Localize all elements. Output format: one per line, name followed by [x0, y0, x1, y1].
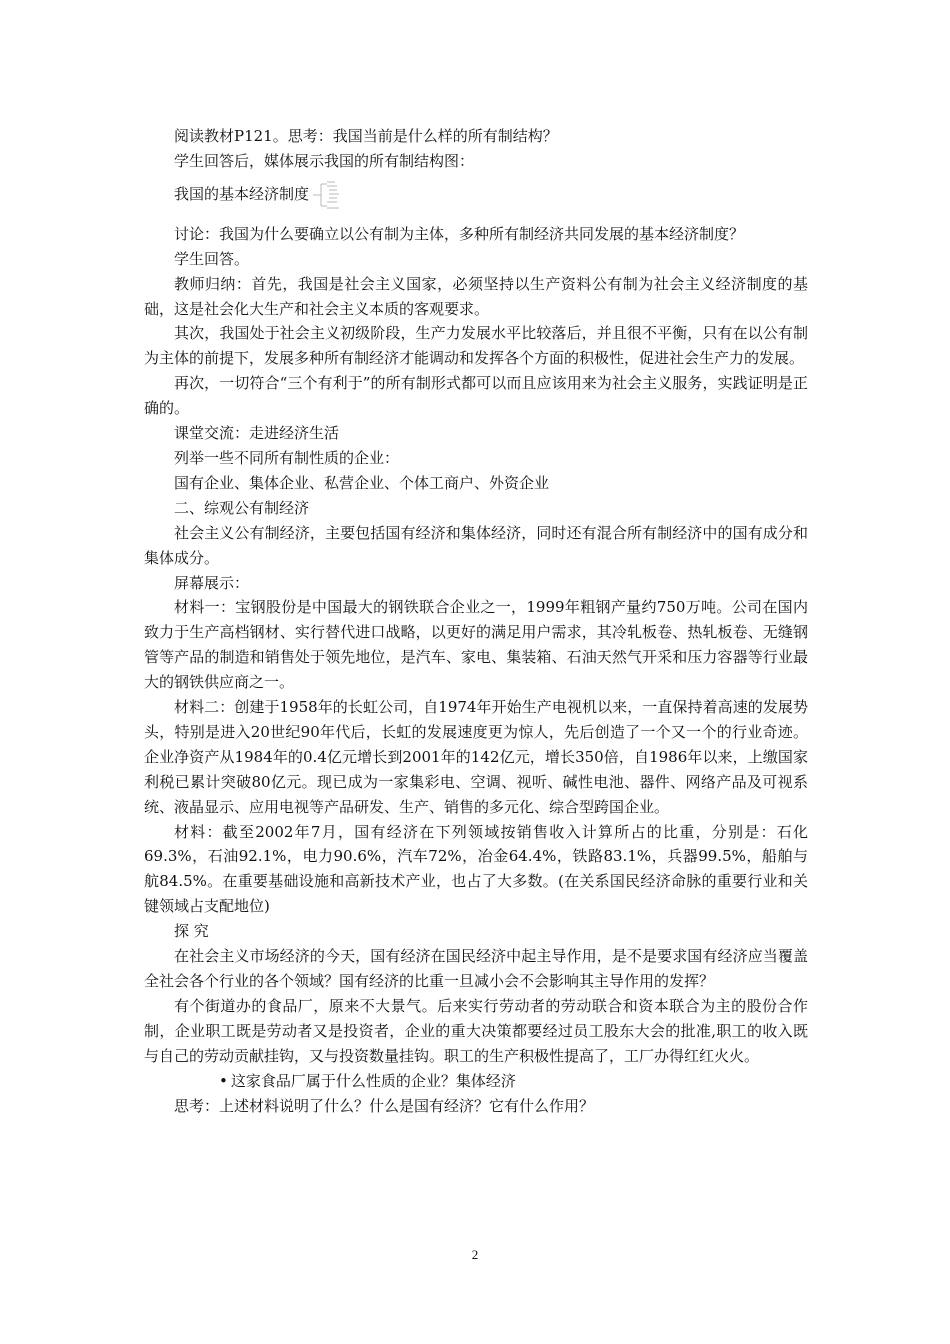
ownership-structure-diagram — [144, 180, 808, 210]
paragraph-screen-display: 屏幕展示： — [174, 573, 250, 592]
paragraph-class-exchange: 课堂交流：走进经济生活 — [174, 424, 340, 443]
paragraph-2: 学生回答后，媒体展示我国的所有制结构图： — [174, 151, 475, 170]
paragraph-thirdly: 再次，一切符合“三个有利于”的所有制形式都可以而且应该用来为社会主义服务，实践证明是正确的。 — [144, 374, 808, 418]
paragraph-final-question: 思考：上述材料说明了什么？什么是国有经济？它有什么作用？ — [174, 1096, 595, 1115]
paragraph-enterprise-types: 国有企业、集体企业、私营企业、个体工商户、外资企业 — [174, 473, 550, 492]
paragraph-secondly: 其次，我国处于社会主义初级阶段，生产力发展水平比较落后，并且很不平衡，只有在以公有制为主体的前提下，发展多种所有制经济才能调动和发挥各个方面的积极性，促进社会生产力的发展。 — [144, 324, 808, 368]
ownership-structure-mini-figure — [311, 180, 341, 210]
paragraph-discussion: 讨论：我国为什么要确立以公有制为主体，多种所有制经济共同发展的基本经济制度？ — [174, 224, 745, 243]
paragraph-explore: 探 究 — [174, 922, 209, 941]
page-body — [144, 124, 808, 1118]
paragraph-material-1: 材料一：宝钢股份是中国最大的钢铁联合企业之一，1999年粗钢产量约750万吨。公司在国内致力于生产高档钢材、实行替代进口战略，以更好的满足用户需求，其冷轧板卷、热轧板卷、无缝钢管等产品的制造和销售处于领先地位，是汽车、家电、集装箱、石油天然气开采和压力容器等行业最大的钢铁供应商之一。 — [144, 598, 808, 692]
page-number: 2 — [471, 1247, 479, 1262]
paragraph-student-answer: 学生回答。 — [174, 249, 250, 268]
diagram-label: 我国的基本经济制度 — [174, 185, 310, 204]
bullet-dot: • — [219, 1071, 228, 1090]
paragraph-material-2: 材料二：创建于1958年的长虹公司，自1974年开始生产电视机以来，一直保持着高速的发展势头，特别是进入20世纪90年代后，长虹的发展速度更为惊人，先后创造了一个又一个的行业奇迹。企业净资产从1984年的0.4亿元增长到2001年的142亿元，增长350倍，自1986年以来，上缴国家利税已累计突破80亿元。现已成为一家集彩电、空调、视听、碱性电池、器件、网络产品及可视系统、液晶显示、应用电视等产品研发、生产、销售的多元化、综合型跨国企业。 — [144, 698, 808, 816]
paragraph-teacher-summary: 教师归纳：首先，我国是社会主义国家，必须坚持以生产资料公有制为社会主义经济制度的基础，这是社会化大生产和社会主义本质的客观要求。 — [144, 274, 808, 318]
paragraph-list-enterprises: 列举一些不同所有制性质的企业： — [174, 448, 400, 467]
paragraph-explore-question: 在社会主义市场经济的今天，国有经济在国民经济中起主导作用，是不是要求国有经济应当覆盖全社会各个行业的各个领域？国有经济的比重一旦减小会不会影响其主导作用的发挥？ — [144, 947, 808, 990]
paragraph-food-factory: 有个街道办的食品厂，原来不大景气。后来实行劳动者的劳动联合和资本联合为主的股份合作制，企业职工既是劳动者又是投资者，企业的重大决策都要经过员工股东大会的批准,职工的收入既与自己的劳动贡献挂钩，又与投资数量挂钩。职工的生产积极性提高了，工厂办得红红火火。 — [144, 996, 808, 1065]
paragraph-public-ownership: 社会主义公有制经济，主要包括国有经济和集体经济，同时还有混合所有制经济中的国有成分和集体成分。 — [144, 523, 808, 567]
bullet-item — [144, 1069, 808, 1094]
paragraph-material-3: 材料：截至2002年7月，国有经济在下列领域按销售收入计算所占的比重，分别是：石化69.3%，石油92.1%，电力90.6%，汽车72%，冶金64.4%，铁路83.1%，兵器99.5%，船舶与航84.5%。在重要基础设施和高新技术产业，也占了大多数。(在关系国民经济命脉的重要行业和关键领域占支配地位) — [144, 822, 808, 916]
section-heading-public-ownership: 二、综观公有制经济 — [174, 498, 310, 517]
paragraph-1: 阅读教材P121。思考：我国当前是什么样的所有制结构？ — [174, 127, 558, 145]
bullet-text: 这家食品厂属于什么性质的企业？集体经济 — [230, 1071, 516, 1090]
